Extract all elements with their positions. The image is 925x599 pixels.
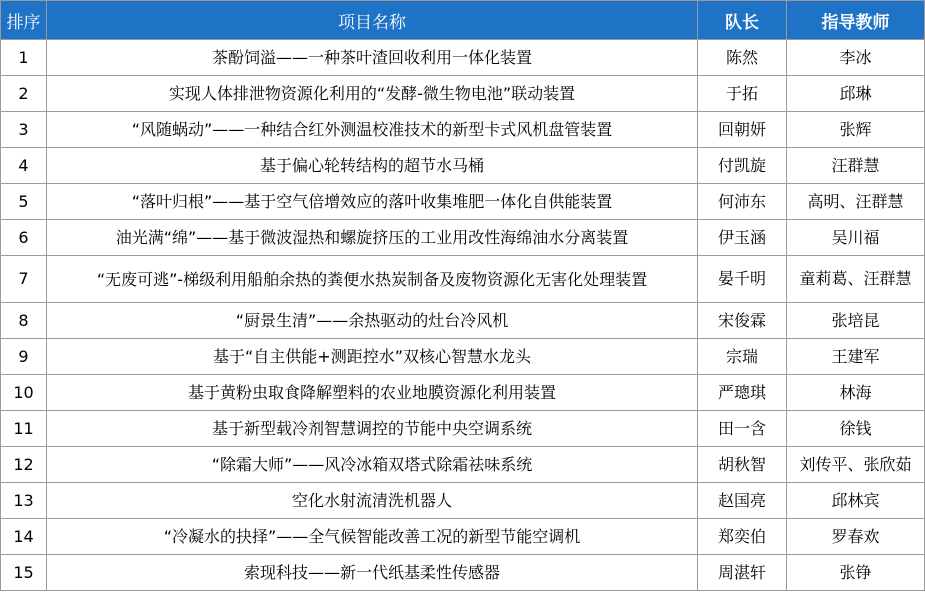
advisor-cell: 童莉葛、汪群慧	[787, 256, 925, 303]
header-team-leader: 队长	[698, 1, 787, 40]
project-name-cell: 实现人体排泄物资源化利用的“发酵-微生物电池”联动装置	[47, 76, 698, 112]
project-name-cell: 空化水射流清洗机器人	[47, 483, 698, 519]
header-rank: 排序	[1, 1, 47, 40]
table-row	[1, 519, 925, 555]
rank-cell: 3	[1, 112, 47, 148]
advisor-cell: 张铮	[787, 555, 925, 591]
table-row	[1, 375, 925, 411]
advisor-cell: 张辉	[787, 112, 925, 148]
table-row	[1, 220, 925, 256]
project-name-cell: “除霜大师”——风冷冰箱双塔式除霜祛味系统	[47, 447, 698, 483]
advisor-cell: 吴川福	[787, 220, 925, 256]
rank-cell: 7	[1, 256, 47, 303]
table-row	[1, 256, 925, 303]
table-row	[1, 447, 925, 483]
rank-cell: 2	[1, 76, 47, 112]
rank-cell: 10	[1, 375, 47, 411]
project-name-cell: “风随蜗动”——一种结合红外测温校准技术的新型卡式风机盘管装置	[47, 112, 698, 148]
project-name-cell: 基于黄粉虫取食降解塑料的农业地膜资源化利用装置	[47, 375, 698, 411]
table-row	[1, 40, 925, 76]
team-leader-cell: 何沛东	[698, 184, 787, 220]
advisor-cell: 徐钱	[787, 411, 925, 447]
project-name-cell: 基于“自主供能+测距控水”双核心智慧水龙头	[47, 339, 698, 375]
project-name-cell: 基于偏心轮转结构的超节水马桶	[47, 148, 698, 184]
table-row	[1, 339, 925, 375]
team-leader-cell: 田一含	[698, 411, 787, 447]
project-name-cell: “落叶归根”——基于空气倍增效应的落叶收集堆肥一体化自供能装置	[47, 184, 698, 220]
table-row	[1, 555, 925, 591]
advisor-cell: 邱琳	[787, 76, 925, 112]
rank-cell: 6	[1, 220, 47, 256]
team-leader-cell: 严璁琪	[698, 375, 787, 411]
project-name-cell: 油光满“绵”——基于微波湿热和螺旋挤压的工业用改性海绵油水分离装置	[47, 220, 698, 256]
team-leader-cell: 付凯旋	[698, 148, 787, 184]
project-name-cell: 基于新型载冷剂智慧调控的节能中央空调系统	[47, 411, 698, 447]
advisor-cell: 高明、汪群慧	[787, 184, 925, 220]
rank-cell: 15	[1, 555, 47, 591]
advisor-cell: 张培昆	[787, 303, 925, 339]
team-leader-cell: 赵国亮	[698, 483, 787, 519]
project-name-cell: “冷凝水的抉择”——全气候智能改善工况的新型节能空调机	[47, 519, 698, 555]
project-name-cell: “无废可逃”-梯级利用船舶余热的粪便水热炭制备及废物资源化无害化处理装置	[47, 256, 698, 303]
table-row	[1, 483, 925, 519]
project-name-cell: “厨景生清”——余热驱动的灶台冷风机	[47, 303, 698, 339]
team-leader-cell: 宗瑞	[698, 339, 787, 375]
rank-cell: 1	[1, 40, 47, 76]
table-row	[1, 76, 925, 112]
rank-cell: 13	[1, 483, 47, 519]
table-row	[1, 411, 925, 447]
team-leader-cell: 晏千明	[698, 256, 787, 303]
table-header	[1, 1, 925, 40]
rank-cell: 12	[1, 447, 47, 483]
header-advisor: 指导教师	[787, 1, 925, 40]
advisor-cell: 罗春欢	[787, 519, 925, 555]
rank-cell: 5	[1, 184, 47, 220]
rank-cell: 8	[1, 303, 47, 339]
table-row	[1, 112, 925, 148]
team-leader-cell: 回朝妍	[698, 112, 787, 148]
rank-cell: 14	[1, 519, 47, 555]
table-row	[1, 184, 925, 220]
table-body	[1, 40, 925, 591]
header-project-name: 项目名称	[47, 1, 698, 40]
rank-cell: 9	[1, 339, 47, 375]
advisor-cell: 王建军	[787, 339, 925, 375]
team-leader-cell: 郑奕伯	[698, 519, 787, 555]
project-name-cell: 茶酚饲溢——一种茶叶渣回收利用一体化装置	[47, 40, 698, 76]
team-leader-cell: 周湛轩	[698, 555, 787, 591]
rank-cell: 4	[1, 148, 47, 184]
advisor-cell: 李冰	[787, 40, 925, 76]
team-leader-cell: 宋俊霖	[698, 303, 787, 339]
advisor-cell: 邱林宾	[787, 483, 925, 519]
rank-cell: 11	[1, 411, 47, 447]
header-row	[1, 1, 925, 40]
table-row	[1, 303, 925, 339]
table-row	[1, 148, 925, 184]
team-leader-cell: 胡秋智	[698, 447, 787, 483]
advisor-cell: 汪群慧	[787, 148, 925, 184]
team-leader-cell: 于拓	[698, 76, 787, 112]
team-leader-cell: 陈然	[698, 40, 787, 76]
project-name-cell: 索现科技——新一代纸基柔性传感器	[47, 555, 698, 591]
team-leader-cell: 伊玉涵	[698, 220, 787, 256]
advisor-cell: 林海	[787, 375, 925, 411]
advisor-cell: 刘传平、张欣茹	[787, 447, 925, 483]
